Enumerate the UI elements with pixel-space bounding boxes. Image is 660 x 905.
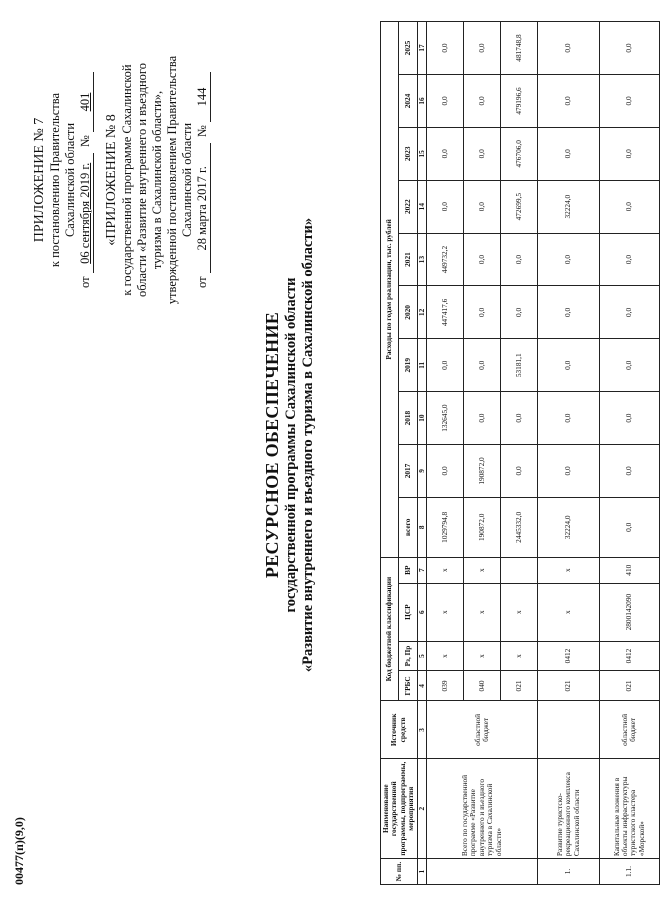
col-header-year: 2025: [399, 22, 417, 75]
cell-year: 0,0: [537, 75, 599, 128]
appendix-7-line: к постановлению Правительства: [48, 92, 62, 268]
cell-csr: х: [426, 583, 463, 641]
appendix-8-date: 28 марта 2017 г.: [195, 143, 211, 273]
column-number: 3: [417, 701, 426, 759]
date-prefix: от: [195, 276, 209, 288]
col-header-source: Источник средств: [381, 701, 418, 759]
cell-year: 0,0: [599, 445, 659, 498]
col-header-vr: ВР: [399, 557, 417, 583]
row-name: Всего по государственной программе «Развитие внутреннего и въездного туризма в Сахалинской области»: [426, 759, 537, 859]
appendix-8-date-line: [195, 15, 211, 345]
resource-table: [380, 21, 660, 885]
column-number: 12: [417, 286, 426, 339]
column-number: 4: [417, 671, 426, 701]
cell-rzpr: х: [500, 641, 537, 671]
appendix-7-title: ПРИЛОЖЕНИЕ № 7: [32, 117, 47, 243]
cell-total: 32224,0: [537, 497, 599, 557]
cell-year: 0,0: [537, 286, 599, 339]
appendix-8-line: области «Развитие внутреннего и въездного: [135, 62, 149, 298]
col-header-year: 2024: [399, 75, 417, 128]
cell-year: 0,0: [463, 180, 500, 233]
cell-vr: 410: [599, 557, 659, 583]
cell-year: 0,0: [599, 392, 659, 445]
cell-grbs: 040: [463, 671, 500, 701]
cell-year: 0,0: [426, 127, 463, 180]
col-header-csr: ЦСР: [399, 583, 417, 641]
cell-total: 190872,0: [463, 497, 500, 557]
table-row: [426, 22, 463, 885]
col-header-spending: Расходы по годам реализации, тыс. рублей: [381, 22, 399, 558]
cell-year: 0,0: [500, 233, 537, 286]
col-header-year: 2023: [399, 127, 417, 180]
cell-year: 0,0: [500, 445, 537, 498]
cell-year: 132645,0: [426, 392, 463, 445]
cell-year: 0,0: [426, 339, 463, 392]
cell-rzpr: х: [426, 641, 463, 671]
cell-year: 0,0: [500, 392, 537, 445]
cell-year: 0,0: [537, 339, 599, 392]
cell-year: 0,0: [463, 127, 500, 180]
cell-total: 0,0: [599, 497, 659, 557]
cell-grbs: 039: [426, 671, 463, 701]
row-name: Развитие туристско-рекреационного комплекса Сахалинской области: [537, 759, 599, 859]
document-title: РЕСУРСНОЕ ОБЕСПЕЧЕНИЕ: [262, 311, 282, 579]
cell-year: 0,0: [599, 180, 659, 233]
cell-year: 0,0: [463, 392, 500, 445]
cell-vr: х: [463, 557, 500, 583]
cell-year: 32224,0: [537, 180, 599, 233]
cell-year: 479196,6: [500, 75, 537, 128]
number-prefix: №: [78, 135, 92, 148]
col-header-year: 2020: [399, 286, 417, 339]
cell-year: 0,0: [537, 22, 599, 75]
cell-csr: х: [463, 583, 500, 641]
cell-grbs: 021: [599, 671, 659, 701]
cell-csr: 2800142090: [599, 583, 659, 641]
document-header: [262, 105, 317, 785]
cell-year: 0,0: [463, 233, 500, 286]
row-source: областной бюджет: [426, 701, 537, 759]
appendix-8-title: «ПРИЛОЖЕНИЕ № 8: [104, 114, 119, 246]
document-subtitle: государственной программы Сахалинской области: [283, 277, 299, 613]
col-header-year: 2018: [399, 392, 417, 445]
cell-rzpr: х: [463, 641, 500, 671]
cell-year: 0,0: [426, 22, 463, 75]
column-number: 14: [417, 180, 426, 233]
col-header-num: № пп.: [381, 859, 418, 885]
cell-year: 0,0: [426, 180, 463, 233]
column-number: 5: [417, 641, 426, 671]
cell-year: 0,0: [426, 75, 463, 128]
date-prefix: от: [78, 276, 92, 288]
row-source: областной бюджет: [599, 701, 659, 759]
cell-vr: х: [537, 557, 599, 583]
cell-year: 476706,0: [500, 127, 537, 180]
cell-year: 0,0: [599, 286, 659, 339]
cell-grbs: 021: [537, 671, 599, 701]
column-number: 9: [417, 445, 426, 498]
cell-total: 1029794,8: [426, 497, 463, 557]
cell-vr: х: [426, 557, 463, 583]
document-code: 00477(п)(9,0): [12, 817, 26, 885]
col-header-year: 2017: [399, 445, 417, 498]
column-number: 2: [417, 759, 426, 859]
cell-grbs: 021: [500, 671, 537, 701]
column-number: 17: [417, 22, 426, 75]
column-number: 1: [417, 859, 426, 885]
cell-vr: [500, 557, 537, 583]
cell-csr: х: [537, 583, 599, 641]
cell-year: 0,0: [500, 286, 537, 339]
row-number: 1.: [537, 859, 599, 885]
cell-rzpr: 0412: [537, 641, 599, 671]
row-source: [537, 701, 599, 759]
cell-year: 472699,5: [500, 180, 537, 233]
cell-year: 0,0: [599, 127, 659, 180]
cell-year: 53181,1: [500, 339, 537, 392]
column-number: 6: [417, 583, 426, 641]
col-header-rzpr: Рз, Пр: [399, 641, 417, 671]
col-header-grbs: ГРБС: [399, 671, 417, 701]
cell-year: 0,0: [599, 75, 659, 128]
table-row: [537, 22, 599, 885]
row-name: Капитальные вложения в объекты инфраструктуры туристского кластера «Морской»: [599, 759, 659, 859]
cell-year: 0,0: [463, 339, 500, 392]
column-number: 16: [417, 75, 426, 128]
appendix-7-number: 401: [78, 72, 94, 132]
cell-year: 0,0: [599, 233, 659, 286]
column-number: 7: [417, 557, 426, 583]
col-header-year: 2021: [399, 233, 417, 286]
cell-year: 481748,8: [500, 22, 537, 75]
cell-csr: х: [500, 583, 537, 641]
cell-year: 0,0: [599, 339, 659, 392]
table-row: [599, 22, 659, 885]
column-number-row: [417, 22, 426, 885]
column-number: 10: [417, 392, 426, 445]
row-number: 1.1.: [599, 859, 659, 885]
appendix-7-date-line: [78, 15, 94, 345]
cell-year: 0,0: [463, 75, 500, 128]
column-number: 13: [417, 233, 426, 286]
cell-year: 0,0: [426, 445, 463, 498]
column-number: 11: [417, 339, 426, 392]
cell-total: 2445332,0: [500, 497, 537, 557]
number-prefix: №: [195, 125, 209, 138]
col-header-total: всего: [399, 497, 417, 557]
col-header-name: Наименование государственной программы, подпрограммы, мероприятия: [381, 759, 418, 859]
appendix-8-block: [104, 15, 211, 345]
cell-year: 0,0: [463, 22, 500, 75]
cell-year: 0,0: [537, 233, 599, 286]
appendix-7-date: 06 сентября 2019 г.: [78, 153, 94, 273]
cell-rzpr: 0412: [599, 641, 659, 671]
appendix-7-line: Сахалинской области: [63, 122, 77, 238]
appendix-8-number: 144: [195, 72, 211, 122]
cell-year: 0,0: [537, 445, 599, 498]
cell-year: 190872,0: [463, 445, 500, 498]
cell-year: 449732,2: [426, 233, 463, 286]
column-number: 8: [417, 497, 426, 557]
col-header-year: 2019: [399, 339, 417, 392]
appendix-7-block: [32, 15, 94, 345]
appendix-8-line: Сахалинской области: [180, 122, 194, 238]
row-number: [426, 859, 537, 885]
appendix-8-line: к государственной программе Сахалинской: [120, 64, 134, 296]
program-name: «Развитие внутреннего и въездного туризма в Сахалинской области»: [300, 217, 316, 673]
cell-year: 0,0: [537, 127, 599, 180]
cell-year: 0,0: [599, 22, 659, 75]
cell-year: 447417,6: [426, 286, 463, 339]
column-number: 15: [417, 127, 426, 180]
col-header-kbk: Код бюджетной классификации: [381, 557, 399, 701]
cell-year: 0,0: [463, 286, 500, 339]
cell-year: 0,0: [537, 392, 599, 445]
appendix-8-line: туризма в Сахалинской области»,: [150, 90, 164, 270]
col-header-year: 2022: [399, 180, 417, 233]
appendix-8-line: утвержденной постановлением Правительства: [165, 55, 179, 305]
